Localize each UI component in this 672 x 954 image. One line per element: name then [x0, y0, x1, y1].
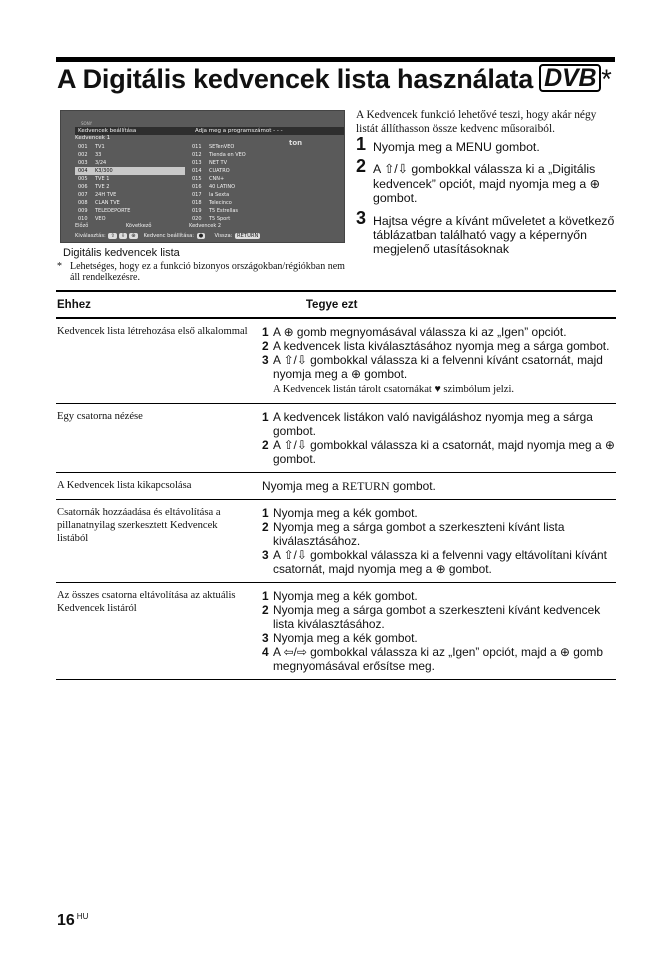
page-number	[57, 912, 88, 930]
step	[356, 207, 620, 257]
tv-header	[75, 127, 345, 135]
tv-channel-row	[189, 159, 299, 167]
tv-channel-name: SETenVEO	[209, 144, 235, 150]
tv-channel-number: 013	[192, 160, 202, 166]
tv-channel-row	[75, 199, 185, 207]
instruction-text: A ⇧/⇩ gombokkal válassza ki a felvenni vagy eltávolítani kívánt csatornát, majd nyomja meg a ⊕ gombot.	[273, 548, 607, 576]
instruction-item	[262, 603, 616, 631]
tv-channel-row	[189, 175, 299, 183]
tv-channel-number: 012	[192, 152, 202, 158]
footnote-mark: *	[57, 261, 62, 272]
instruction-table	[56, 290, 616, 680]
step-text: A ⇧/⇩ gombokkal válassza ki a „Digitális kedvencek” opciót, majd nyomja meg a ⊕ gombot.	[373, 162, 600, 206]
tv-channel-number: 017	[192, 192, 202, 198]
instruction-text: A ⇧/⇩ gombokkal válassza ki a felvenni kívánt csatornát, majd nyomja meg a ⊕ gombot.	[273, 353, 603, 381]
table-header-row	[56, 291, 616, 318]
tv-channel-name: Tienda en VEO	[209, 152, 246, 158]
row-instructions	[256, 318, 616, 404]
instruction-number: 1	[262, 410, 269, 424]
tv-tab-next: Következő	[125, 223, 152, 229]
tv-channel-name: VEO	[95, 216, 106, 222]
tv-channel-name: CNN+	[209, 176, 225, 182]
tv-list-title: Kedvencek 1	[75, 135, 111, 141]
page-number-value: 16	[57, 912, 75, 929]
title-text: A Digitális kedvencek lista használata	[57, 64, 534, 94]
tv-header-left: Kedvencek beállítása	[78, 128, 137, 134]
return-button: RETURN	[237, 233, 259, 239]
tv-channel-number: 008	[78, 200, 88, 206]
instruction-number: 1	[262, 506, 269, 520]
page-title	[57, 64, 612, 95]
table-row	[56, 404, 616, 473]
tv-tab-prev: Előző	[75, 223, 89, 229]
row-task: Egy csatorna nézése	[56, 404, 256, 473]
tv-channel-number: 018	[192, 200, 202, 206]
instruction-item	[262, 506, 616, 520]
tv-channel-name: T5 Sport	[209, 216, 231, 222]
intro-text: A Kedvencek funkció lehetővé teszi, hogy akár négy listát állíthasson össze kedvenc műsoraiból.	[356, 109, 597, 135]
tv-logo: SONY	[81, 121, 93, 126]
tv-channel-name: CLAN TVE	[95, 200, 120, 206]
table-header	[56, 291, 616, 318]
step-number: 1	[356, 134, 367, 154]
instruction-post: gombot.	[389, 479, 436, 493]
instruction-item	[262, 325, 616, 339]
row-task: Kedvencek lista létrehozása első alkalommal	[56, 318, 256, 404]
instruction-text: Nyomja meg a kék gombot.	[273, 631, 418, 645]
tv-channel-number: 016	[192, 184, 202, 190]
instruction-text: A kedvencek lista kiválasztásához nyomja meg a sárga gombot.	[273, 339, 610, 353]
tv-channel-number: 006	[78, 184, 88, 190]
row-task: Csatornák hozzáadása és eltávolítása a pillanatnyilag szerkesztett Kedvencek listából	[56, 500, 256, 583]
instruction-text: Nyomja meg a kék gombot.	[273, 506, 418, 520]
instruction-text: Nyomja meg a kék gombot.	[273, 589, 418, 603]
instruction-text: A ⇦/⇨ gombokkal válassza ki az „Igen” opciót, majd a ⊕ gomb megnyomásával erősítse meg.	[273, 645, 603, 673]
instruction-text: A ⊕ gomb megnyomásával válassza ki az „Igen” opciót.	[273, 325, 567, 339]
instruction-text: Nyomja meg a sárga gombot a szerkeszteni kívánt lista kiválasztásához.	[273, 520, 565, 548]
instruction-number: 4	[262, 645, 269, 659]
tv-channel-row	[75, 215, 185, 223]
header-col-2: Tegye ezt	[305, 299, 358, 311]
instruction-item	[262, 520, 616, 548]
instruction-item	[262, 645, 616, 673]
tv-screenshot	[60, 110, 345, 243]
tv-channel-row	[189, 167, 299, 175]
instruction-text: A kedvencek listákon való navigáláshoz nyomja meg a sárga gombot.	[273, 410, 593, 438]
table-body	[56, 318, 616, 680]
tv-channel-row	[75, 207, 185, 215]
tv-channel-name: TV1	[95, 144, 105, 150]
step	[356, 134, 620, 154]
tv-channel-row	[189, 151, 299, 159]
instruction-number: 2	[262, 520, 269, 534]
instruction-number: 3	[262, 631, 269, 645]
top-rule	[56, 57, 615, 62]
instruction-item	[262, 548, 616, 576]
instruction-item	[262, 353, 616, 381]
step-text: Hajtsa végre a kívánt műveletet a következő táblázatban található vagy a képernyőn megjelenő utasításoknak	[373, 213, 615, 257]
tv-channel-number: 003	[78, 160, 88, 166]
tv-channel-row	[75, 191, 185, 199]
tv-channel-number: 020	[192, 216, 202, 222]
table-row	[56, 500, 616, 583]
tv-channel-list-left	[75, 143, 185, 223]
tv-channel-name: 33	[95, 152, 102, 158]
instruction-pre: Nyomja meg a	[262, 479, 342, 493]
tv-channel-row	[75, 175, 185, 183]
row-task: Az összes csatorna eltávolítása az aktuális Kedvencek listáról	[56, 583, 256, 680]
instruction-number: 3	[262, 353, 269, 367]
tv-channel-row	[189, 191, 299, 199]
tv-tab-fav2: Kedvencek 2	[189, 223, 222, 229]
row-instructions	[256, 473, 616, 500]
tv-channel-row	[189, 183, 299, 191]
tv-tabs	[75, 223, 345, 229]
tv-channel-name: K3/300	[95, 168, 113, 174]
instruction-number: 2	[262, 438, 269, 452]
tv-channel-name: T5 Estrellas	[209, 208, 239, 214]
tv-channel-list-right	[189, 143, 299, 223]
tv-channel-name: TVE 2	[95, 184, 110, 190]
title-asterisk: *	[601, 64, 612, 94]
tv-channel-row	[75, 143, 185, 151]
instruction-note: A Kedvencek listán tárolt csatornákat ♥ szimbólum jelzi.	[273, 384, 515, 395]
steps-list	[356, 134, 620, 265]
tv-channel-number: 005	[78, 176, 88, 182]
instruction-item	[262, 631, 616, 645]
tv-channel-name: la Sexta	[209, 192, 230, 198]
tv-channel-number: 009	[78, 208, 88, 214]
down-arrow-icon: ⇩	[120, 233, 126, 239]
tv-channel-number: 011	[192, 144, 202, 150]
tv-channel-name: 40 LATINO	[209, 184, 236, 190]
row-instructions	[256, 500, 616, 583]
step	[356, 156, 620, 206]
instruction-item	[262, 589, 616, 603]
tv-channel-row	[75, 151, 185, 159]
instruction-number: 1	[262, 589, 269, 603]
row-task: A Kedvencek lista kikapcsolása	[56, 473, 256, 500]
instruction-item	[262, 339, 616, 353]
return-key-label: RETURN	[341, 479, 390, 493]
instruction-item	[262, 438, 616, 466]
step-number: 3	[356, 207, 367, 228]
table-row	[56, 318, 616, 404]
tv-select-label: Kiválasztás:	[75, 233, 106, 239]
row-instructions	[256, 583, 616, 680]
footnote	[57, 261, 349, 283]
tv-back-label: Vissza:	[214, 233, 233, 239]
tv-channel-name: TELEDEPORTE	[95, 208, 131, 214]
screenshot-caption: Digitális kedvencek lista	[63, 247, 180, 259]
tv-channel-name: 3/24	[95, 160, 107, 166]
color-button-icon: ●	[198, 233, 204, 239]
footnote-text: Lehetséges, hogy ez a funkció bizonyos országokban/régiókban nem áll rendelkezésre.	[70, 261, 345, 283]
instruction-item	[262, 410, 616, 438]
tv-header-right: Adja meg a programszámot - - -	[195, 128, 283, 134]
instruction-text: A ⇧/⇩ gombokkal válassza ki a csatornát, majd nyomja meg a ⊕ gombot.	[273, 438, 615, 466]
tv-channel-row	[75, 167, 185, 175]
step-number: 2	[356, 156, 367, 177]
table-row	[56, 583, 616, 680]
tv-side-text: ton	[289, 139, 303, 147]
tv-channel-row	[75, 159, 185, 167]
page-language: HU	[76, 912, 89, 921]
row-instructions	[256, 404, 616, 473]
tv-channel-name: 24H TVE	[95, 192, 117, 198]
tv-fav-label: Kedvenc beállítása:	[143, 233, 195, 239]
tv-channel-number: 001	[78, 144, 88, 150]
header-col-1: Ehhez	[57, 299, 91, 311]
tv-channel-number: 007	[78, 192, 88, 198]
tv-channel-row	[75, 183, 185, 191]
instruction-text: Nyomja meg a sárga gombot a szerkeszteni kívánt kedvencek lista kiválasztásához.	[273, 603, 601, 631]
step-text: Nyomja meg a MENU gombot.	[373, 140, 540, 154]
instruction-number: 3	[262, 548, 269, 562]
up-arrow-icon: ⇧	[110, 233, 115, 239]
tv-channel-number: 010	[78, 216, 88, 222]
tv-channel-name: CUATRO	[209, 168, 230, 174]
tv-channel-number: 019	[192, 208, 202, 214]
tv-channel-number: 004	[78, 168, 88, 174]
tv-channel-number: 015	[192, 176, 202, 182]
tv-channel-number: 014	[192, 168, 202, 174]
tv-channel-name: Telecinco	[209, 200, 232, 206]
tv-channel-row	[189, 207, 299, 215]
tv-channel-row	[189, 215, 299, 223]
tv-channel-row	[189, 199, 299, 207]
dvb-logo: DVB	[539, 64, 601, 92]
instruction-number: 1	[262, 325, 269, 339]
tv-channel-number: 002	[78, 152, 88, 158]
tv-channel-row	[189, 143, 299, 151]
table-row	[56, 473, 616, 500]
instruction-number: 2	[262, 339, 269, 353]
tv-bottom-bar	[75, 233, 261, 239]
tv-channel-name: NET TV	[209, 160, 228, 166]
instruction-number: 2	[262, 603, 269, 617]
enter-icon: ⊕	[131, 233, 136, 239]
tv-channel-name: TVE 1	[95, 176, 110, 182]
